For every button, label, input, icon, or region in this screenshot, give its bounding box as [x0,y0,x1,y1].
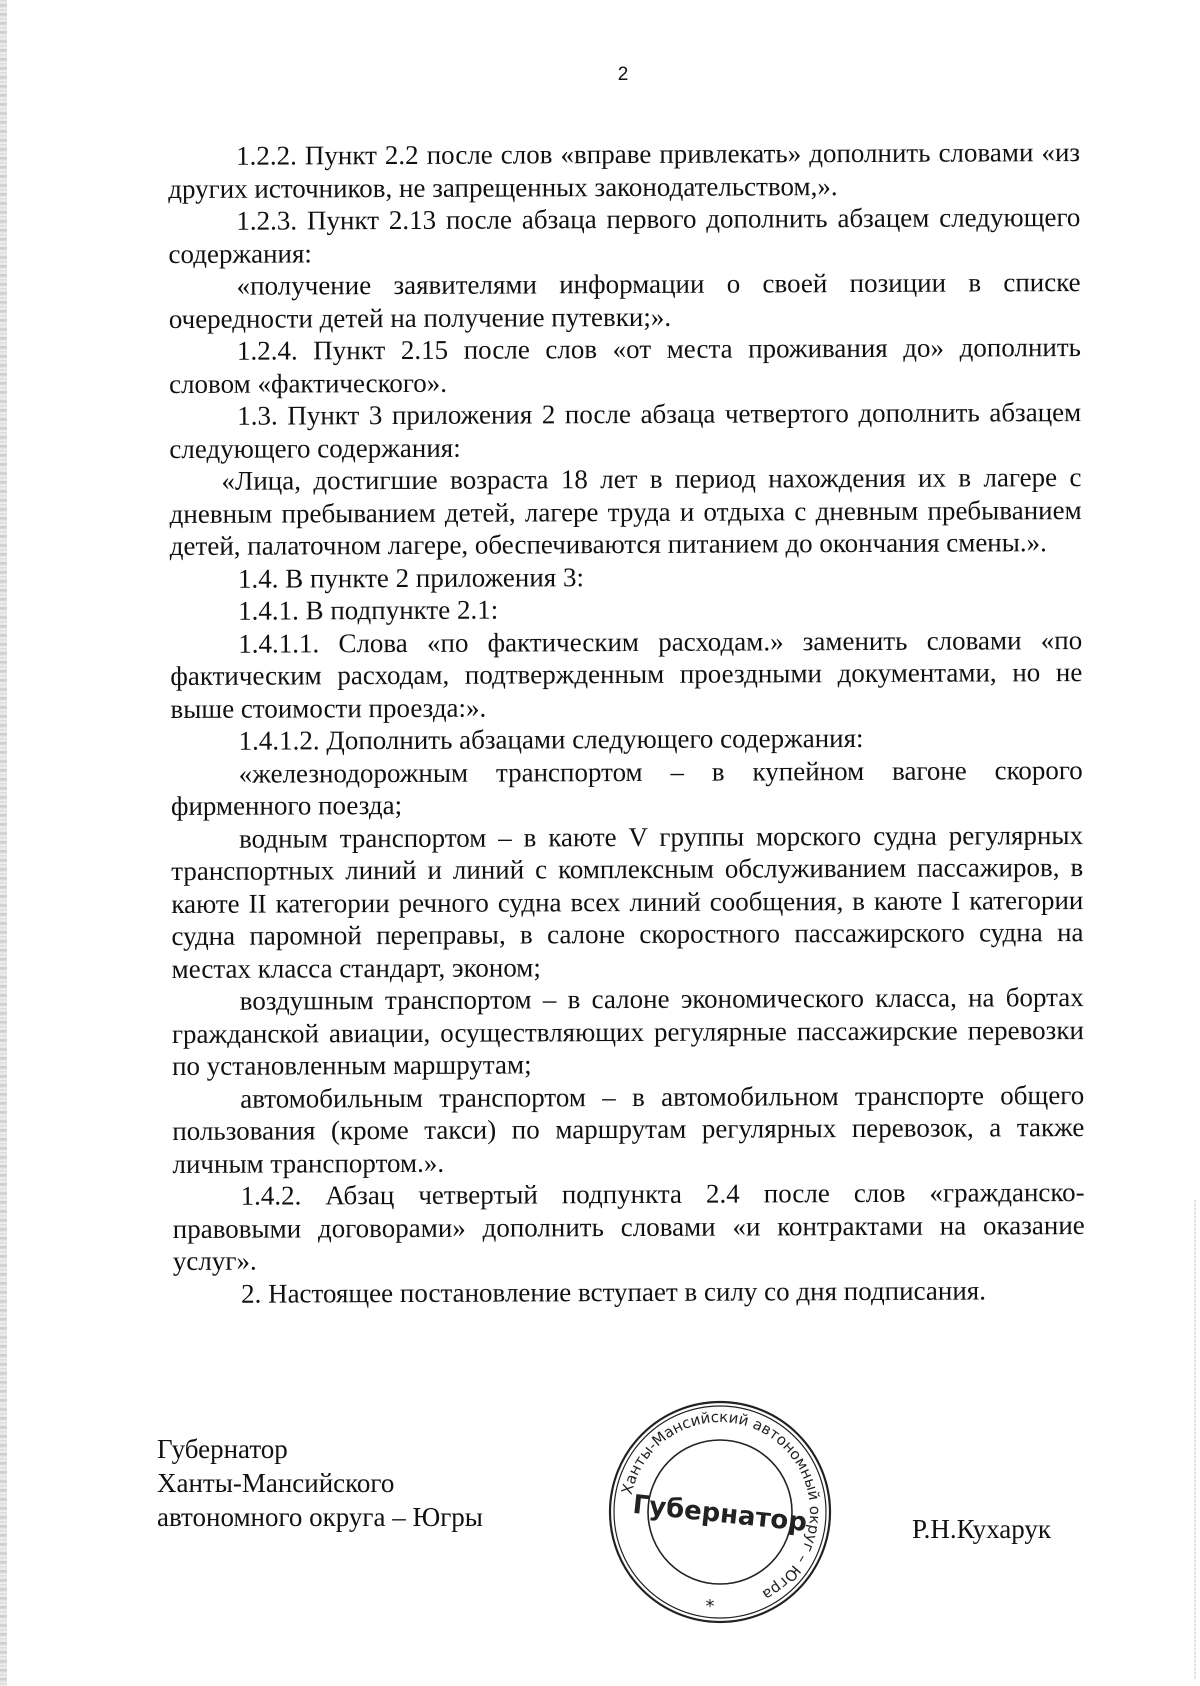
official-seal [606,1398,834,1626]
signatory-title-line-2: Ханты-Мансийского [157,1468,395,1498]
paragraph-air-transport: воздушным транспортом – в салоне экономического класса, на бортах гражданской авиации, осуществляющих регулярные пассажирские перевозки по установленным маршрутам; [171,982,1084,1081]
paragraph-rail-transport: «железнодорожным транспортом – в купейном вагоне скорого фирменного поезда; [170,754,1083,821]
page-number: 2 [617,64,629,85]
seal-ring-text: Ханты-Мансийский автономный округ – Югра [617,1407,825,1605]
signatory-title [157,1432,483,1534]
seal-star: * [705,1596,715,1617]
signatory-name: Р.Н.Кухарук [912,1514,1052,1544]
paragraph-road-transport: автомобильным транспортом – в автомобильном транспорте общего пользования (кроме такси) по маршрутам регулярных перевозок, а также личным транспортом.». [172,1079,1085,1179]
signatory-title-line-3: автономного округа – Югры [157,1502,483,1532]
paragraph-water-transport: водным транспортом – в каюте V группы морского судна регулярных транспортных линий и линий с комплексным обслуживанием пассажиров, в каюте II категории речного судна всех линий сообщения, в каюте I категории судна паромной переправы, в салоне скоростного пассажирского судна на местах класса стандарт, эконом; [171,819,1084,984]
document-body [168,136,1085,1310]
paragraph-1-3: 1.3. Пункт 3 приложения 2 после абзаца четвертого дополнить абзацем следующего содержания: [169,397,1082,464]
paragraph-1-2-4: 1.2.4. Пункт 2.15 после слов «от места проживания до» дополнить словом «фактического». [168,332,1081,399]
paragraph-1-4-2: 1.4.2. Абзац четвертый подпункта 2.4 после слов «гражданско-правовыми договорами» дополнить словами «и контрактами на оказание услуг». [172,1177,1085,1276]
paragraph-2-effective: 2. Настоящее постановление вступает в силу со дня подписания. [240,1274,986,1309]
seal-center-text: Губернатор [631,1489,809,1539]
signatory-title-line-1: Губернатор [157,1434,288,1464]
paragraph-quote-persons-18: «Лица, достигшие возраста 18 лет в период нахождения их в лагере с дневным пребыванием детей, лагере труда и отдыха с дневным пребыванием детей, палаточном лагере, обеспечиваются питанием до окончания смены.». [169,462,1082,561]
paragraph-1-4-1-1: 1.4.1.1. Слова «по фактическим расходам.» заменить словами «по фактическим расходам, подтвержденным проездными документами, но не выше стоимости проезда:». [170,624,1083,724]
scan-edge-right [1194,1200,1196,1680]
paragraph-1-4-1-2: 1.4.1.2. Дополнить абзацами следующего содержания: [238,722,864,756]
paragraph-1-2-3: 1.2.3. Пункт 2.13 после абзаца первого дополнить абзацем следующего содержания: [168,202,1081,269]
paragraph-1-2-2: 1.2.2. Пункт 2.2 после слов «вправе привлекать» дополнить словами «из других источников, не запрещенных законодательством,». [168,137,1081,204]
paragraph-quote-info: «получение заявителями информации о своей позиции в списке очередности детей на получение путевки;». [168,267,1081,334]
scan-edge-left [0,0,7,1686]
paragraph-1-4-1: 1.4.1. В подпункте 2.1: [237,594,499,626]
paragraph-1-4: 1.4. В пункте 2 приложения 3: [237,561,584,594]
